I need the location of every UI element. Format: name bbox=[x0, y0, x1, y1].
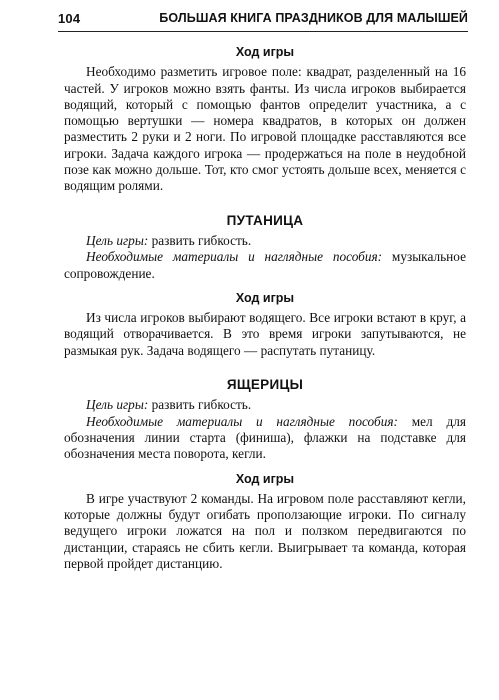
game-progress-paragraph: Из числа игроков выбирают водящего. Все игроки встают в круг, а водящий отворачивается. В это время игроки запутываются, не размыкая рук. Задача водящего — распутать путаницу. bbox=[64, 310, 466, 358]
spacer bbox=[64, 463, 466, 471]
goal-text: развить гибкость. bbox=[148, 232, 252, 248]
materials-line bbox=[64, 414, 466, 463]
goal-line bbox=[64, 397, 466, 413]
materials-label: Необходимые материалы и наглядные пособия: bbox=[86, 249, 383, 265]
materials-text: мел для обозначения линии старта (финиша), флажки на подставке для обозначения места поворота, кегли. bbox=[64, 413, 466, 462]
spacer bbox=[64, 282, 466, 290]
book-title: БОЛЬШАЯ КНИГА ПРАЗДНИКОВ ДЛЯ МАЛЫШЕЙ bbox=[159, 11, 468, 25]
goal-label: Цель игры: bbox=[86, 397, 149, 413]
game-progress-paragraph: В игре участвуют 2 команды. На игровом поле расставляют кегли, которые должны будут огибать проползающие игроки. По сигналу ведущего игроки ложатся на пол и ползком передвигаются по дистанции, стараясь не сбить кегли. Выигрывает та команда, которая первой пройдет дистанцию. bbox=[64, 490, 466, 572]
page-number: 104 bbox=[58, 11, 81, 26]
game-progress-heading: Ход игры bbox=[235, 290, 295, 305]
goal-line bbox=[64, 233, 466, 249]
running-header bbox=[58, 11, 468, 32]
section-title-putanitsa: ПУТАНИЦА bbox=[226, 212, 304, 228]
page-content bbox=[64, 44, 466, 572]
game-progress-paragraph: Необходимо разметить игровое поле: квадрат, разделенный на 16 частей. У игроков можно взять фанты. Из числа игроков выбирается водящий, который с помощью фантов определит участника, а с помощью вертушки — номера квадратов, в которых он должен разместить 2 руки и 2 ноги. По игровой площадке расставляются все игроки. Задача каждого игрока — продержаться на поле в неудобной позе как можно дольше. Тот, кто смог устоять дольше всех, меняется с водящим ролями. bbox=[64, 64, 466, 194]
goal-label: Цель игры: bbox=[86, 232, 149, 248]
materials-line bbox=[64, 249, 466, 282]
spacer bbox=[64, 195, 466, 213]
game-progress-heading: Ход игры bbox=[235, 471, 295, 486]
materials-text: музыкальное сопровождение. bbox=[64, 249, 466, 281]
section-title-yashcheritsy: ЯЩЕРИЦЫ bbox=[226, 377, 304, 393]
game-progress-heading: Ход игры bbox=[235, 45, 295, 59]
goal-text: развить гибкость. bbox=[148, 397, 252, 413]
materials-label: Необходимые материалы и наглядные пособия: bbox=[86, 413, 398, 429]
spacer bbox=[64, 359, 466, 377]
